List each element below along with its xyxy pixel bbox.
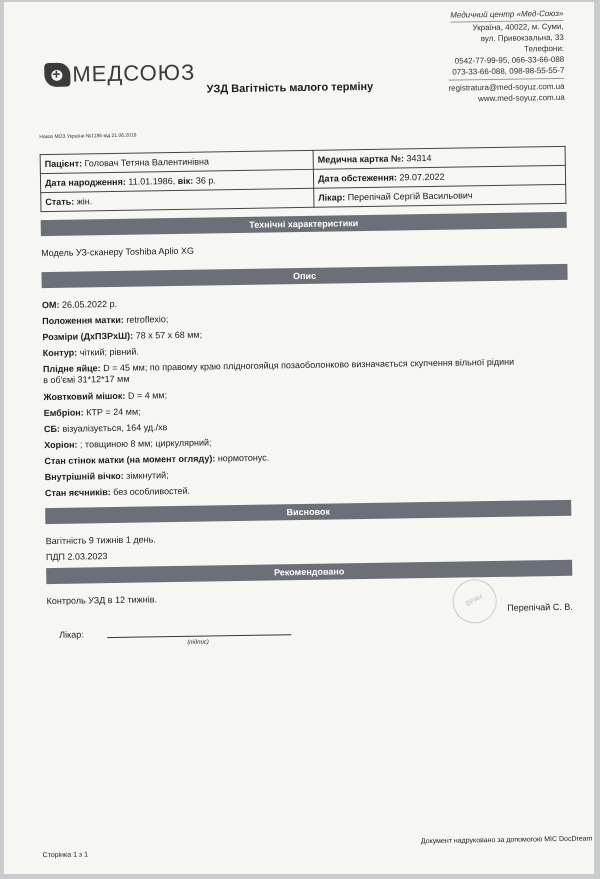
patient-info-table [40,146,567,212]
finding-value: КТР = 24 мм; [86,406,141,418]
finding-label: ОМ: [41,299,60,311]
clinic-address-2: вул. Привокзальна, 33 [480,32,564,44]
finding-value-continued: в об'ємі 31*12*17 мм [43,373,130,386]
section-header-recommended: Рекомендовано [46,560,572,584]
signature-line [107,634,291,638]
clinic-email: registratura@med-soyuz.com.ua [448,81,565,93]
finding-label: Контур: [42,347,78,359]
finding-value: чіткий; рівний. [79,346,139,358]
section-header-conclusion: Висновок [45,500,571,524]
clinic-phones-1: 0542-77-99-95, 066-33-66-088 [454,54,565,66]
finding-label: СБ: [43,423,60,435]
finding-value: D = 4 мм; [127,390,168,401]
clinic-address-1: Україна, 40022, м. Суми, [472,21,564,33]
clinic-name: Медичний центр «Мед-Союз» [450,8,563,23]
section-header-description: Опис [41,264,567,288]
scanner-model: Модель УЗ-сканеру Toshiba Aplio XG [41,245,195,259]
finding-label: Жовтковий мішок: [43,390,126,403]
finding-value: 78 х 57 х 68 мм; [135,329,203,341]
finding-item [45,480,565,499]
doctor-label: Лікар: [318,192,346,203]
clinic-logo [44,60,195,88]
estimated-due-date: ПДП 2.03.2023 [45,551,108,563]
card-number: 34314 [406,152,432,164]
sex-label: Стать: [45,196,75,208]
page-number: Сторінка 1 з 1 [42,851,89,860]
finding-value: візуалізується, 164 уд./хв [62,422,168,434]
clinic-contacts [447,8,565,105]
medical-cross-icon [44,63,70,87]
clinic-phones-2: 073-33-66-088, 098-98-55-55-7 [452,65,565,77]
finding-value: 26.05.2022 р. [61,298,118,310]
document-page [4,2,594,874]
document-title: УЗД Вагітність малого терміну [206,80,374,96]
finding-label: Положення матки: [42,314,124,327]
finding-value: retroflexio; [126,314,169,325]
finding-value: D = 45 мм; по правому краю плідногояйця позаоболонково визначається скупчення вільної рідини [103,356,515,374]
finding-value: нормотонус. [217,452,270,464]
clinic-website: www.med-soyuz.com.ua [478,92,565,104]
finding-item [43,356,563,386]
signature-caption: (підпис) [187,639,209,646]
conclusion-text: Вагітність 9 тижнів 1 день. [45,534,156,547]
printed-by: Документ надруковано за допомогою МІС DocDream [420,835,593,846]
finding-label: Стан стінок матки (на момент огляду): [44,453,216,467]
age-value: 36 р. [195,175,216,186]
finding-label: Стан яєчників: [44,487,111,499]
logo-text: МЕДСОЮЗ [72,59,196,87]
finding-label: Внутрішній вічко: [44,470,124,483]
dob-value: 11.01.1986, [128,175,176,187]
signature-label: Лікар: [59,629,84,640]
finding-label: Ембріон: [43,407,84,419]
finding-value: без особливостей. [113,485,191,498]
patient-name: Головач Тетяна Валентинівна [84,156,210,169]
doctor-short-name: Перепічай С. В. [507,601,573,613]
order-reference: Наказ МОЗ України №1186 від 21.06.2018 [39,132,137,141]
finding-label: Розміри (ДхПЗРхШ): [42,330,134,343]
card-label: Медична картка №: [317,153,405,165]
recommendation-text: Контроль УЗД в 12 тижнів. [46,594,158,607]
exam-date-label: Дата обстеження: [317,172,398,184]
finding-value: зімкнутий; [126,470,169,481]
patient-label: Пацієнт: [44,158,83,170]
finding-label: Плідне яйце: [42,363,101,375]
finding-label: Хоріон: [44,439,78,451]
exam-date-value: 29.07.2022 [399,171,445,183]
doctor-name: Перепічай Сергій Васильович [347,190,473,203]
sex-value: жін. [76,196,93,207]
section-header-tech: Технічні характеристики [41,212,567,236]
clinic-phones-label: Телефони: [524,43,565,54]
doctor-stamp: ВРАЧ [445,572,504,631]
age-label: вік: [177,175,194,186]
finding-value: ; товщиною 8 мм; циркулярний; [79,437,212,450]
dob-label: Дата народження: [44,176,126,189]
